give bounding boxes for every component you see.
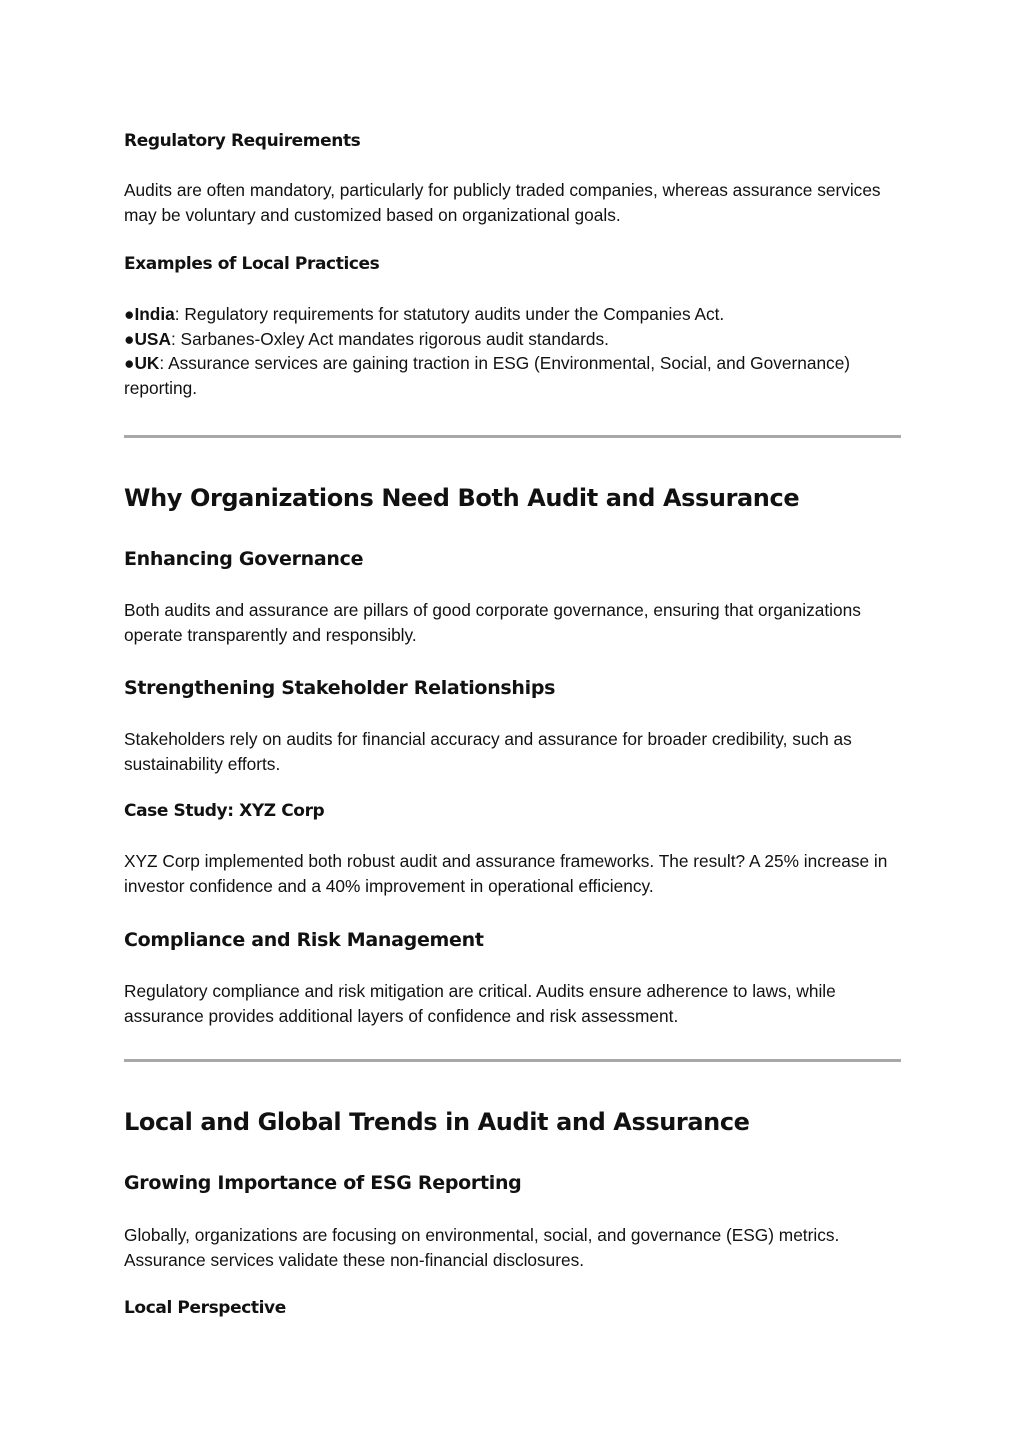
list-item bbox=[124, 351, 901, 400]
list-item bbox=[124, 327, 901, 352]
enhancing-governance-body: Both audits and assurance are pillars of good corporate governance, ensuring that organizations operate transparently and responsibly. bbox=[124, 600, 861, 645]
compliance-risk-body: Regulatory compliance and risk mitigation are critical. Audits ensure adherence to laws, while assurance provides additional layers of confidence and risk assessment. bbox=[124, 981, 836, 1026]
local-perspective-heading: Local Perspective bbox=[124, 1298, 286, 1318]
compliance-risk-heading: Compliance and Risk Management bbox=[124, 929, 484, 951]
trends-heading: Local and Global Trends in Audit and Assurance bbox=[124, 1108, 750, 1136]
regulatory-requirements-heading: Regulatory Requirements bbox=[124, 131, 361, 151]
list-item-text: : Assurance services are gaining traction in ESG (Environmental, Social, and Governance) reporting. bbox=[124, 353, 851, 398]
why-both-heading: Why Organizations Need Both Audit and Assurance bbox=[124, 484, 800, 512]
stakeholder-relationships-body: Stakeholders rely on audits for financial accuracy and assurance for broader credibility, such as sustainability efforts. bbox=[124, 729, 852, 774]
section-divider bbox=[124, 435, 901, 438]
case-study-heading: Case Study: XYZ Corp bbox=[124, 801, 325, 821]
case-study-body: XYZ Corp implemented both robust audit and assurance frameworks. The result? A 25% increase in investor confidence and a 40% improvement in operational efficiency. bbox=[124, 851, 888, 896]
esg-reporting-body: Globally, organizations are focusing on environmental, social, and governance (ESG) metrics. Assurance services validate these non-financial disclosures. bbox=[124, 1225, 840, 1270]
country-label: USA bbox=[134, 328, 171, 349]
esg-reporting-heading: Growing Importance of ESG Reporting bbox=[124, 1172, 522, 1194]
local-practices-heading: Examples of Local Practices bbox=[124, 254, 380, 274]
stakeholder-relationships-heading: Strengthening Stakeholder Relationships bbox=[124, 677, 556, 699]
bullet-icon: ● bbox=[124, 353, 135, 373]
country-label: India bbox=[134, 304, 175, 324]
country-label: UK bbox=[134, 353, 160, 373]
local-practices-list bbox=[124, 302, 901, 400]
list-item-text: : Regulatory requirements for statutory audits under the Companies Act. bbox=[174, 304, 725, 324]
enhancing-governance-heading: Enhancing Governance bbox=[124, 548, 364, 570]
list-item bbox=[124, 302, 901, 327]
list-item-text: : Sarbanes-Oxley Act mandates rigorous audit standards. bbox=[170, 328, 609, 349]
bullet-icon: ● bbox=[124, 304, 135, 324]
bullet-icon: ● bbox=[124, 328, 135, 349]
regulatory-requirements-body: Audits are often mandatory, particularly for publicly traded companies, whereas assurance services may be voluntary and customized based on organizational goals. bbox=[124, 180, 881, 225]
section-divider bbox=[124, 1059, 901, 1062]
